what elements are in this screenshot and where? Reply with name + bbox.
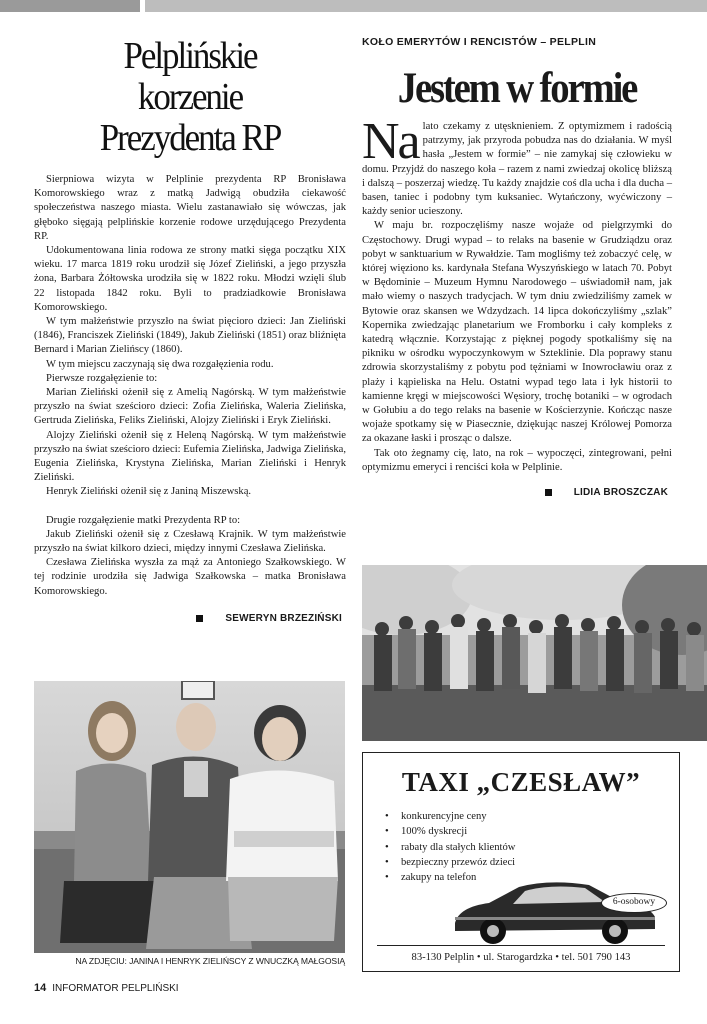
paragraph: Czesława Zielińska wyszła za mąż za Antoniego Szałkowskiego. W tej rodzinie urodziła się Jadwiga Szałkowska – matka Bronisława Komorowskiego. [34,557,346,597]
seats-badge: 6-osobowy [601,893,667,913]
group-photo-image [362,565,707,741]
group-photo [362,565,707,741]
list-item: • bezpieczny przewóz dzieci [385,855,515,870]
list-item: • 100% dyskrecji [385,824,515,839]
headline-line-2: korzenie [137,76,243,118]
advert-features [385,809,515,885]
advert-contact: 83-130 Pelplin • ul. Starogardzka • tel. 501 790 143 [377,945,665,963]
family-photo [34,681,345,953]
paragraph: Drugie rozgałęzienie matki Prezydenta RP to: [46,514,241,526]
paragraph: W tym miejscu zaczynają się dwa rozgałęzienia rodu. [46,358,274,370]
headline-line-1: Pelplińskie [123,35,257,77]
byline-square-icon [545,489,552,496]
paragraph: Tak oto żegnamy cię, lato, na rok – wypoczęci, zintegrowani, pełni optymizmu emeryci i renciści koła w Pelplinie. [362,447,672,473]
headline-line-3: Prezydenta RP [99,117,281,159]
advert-title: TAXI „CZESŁAW” [401,767,641,797]
list-item: • zakupy na telefon [385,870,515,885]
right-headline: Jestem w formie [397,65,637,112]
photo-caption: NA ZDJĘCIU: JANINA I HENRYK ZIELIŃSCY Z WNUCZKĄ MAŁGOSIĄ [75,956,345,966]
paragraph: Henryk Zieliński ożenił się z Janiną Miszewską. [46,486,252,498]
paragraph: W maju br. rozpoczęliśmy nasze wojaże od pielgrzymki do Częstochowy. Drugi wypad – to relaks na basenie w Grudziądzu oraz pobyt w sanktuarium w Rywałdzie. Tam mogliśmy też zobaczyć celę, w której więziono ks. kardynała Stefana Wyszyńskiego w latach 70. Pobyt w Będominie – Muzeum Hymnu Narodowego – uświadomił nam, jak mało wiemy o naszych tradycjach. W tym dniu zwiedziliśmy zamek w Bytowie oraz skansen we Wdzydzach. 14 lipca dokończyliśmy „szlak” Kopernika zwiedzając planetarium we Fromborku i cały kompleks z katedrą włącznie. Korzystając z pięknej pogody spotkaliśmy się na pikniku w ośrodku wypoczynkowym w Szteklinie. Dla poprawy stanu zdrowia skorzystaliśmy z pobytu pod tężniami w Inowrocławiu oraz z plaży i kąpieliska na Helu. Ostatni wypad tego lata i łyk historii to kamienne kręgi w miejscowości Węsiory, trochę botaniki – w ogrodach w Gołubiu a do tego relaks na basenie w Kościerzynie. Kończąc nasze wojaże spotkamy się w Piasecznie, dziękując naszej Królowej Pomorza za okazane łaski i prosząc o dalsze. [362,220,672,445]
family-photo-image [34,681,345,953]
right-article [362,36,672,498]
paragraph: Alojzy Zieliński ożenił się z Heleną Nagórską. W tym małżeństwie przyszło na świat sześcioro dzieci: Eufemia Zielińska, Jadwiga Zielińska, Eugenia Zielińska, Krystyna Zielińska, Marian Zieliński i Henryk Zieliński. [34,429,346,484]
right-author: LIDIA BROSZCZAK [573,487,668,499]
paragraph: lato czekamy z utęsknieniem. Z optymizmem i radością patrzymy, jak przyroda pobudza nas do działania. W myśl hasła „Jestem w formie” – nie zamykaj się człowieku w domu. Przyjdź do naszego koła – razem z nami zwiedzaj okolicę bliższą i dalszą – poszerzaj wiedzę. Tu każdy znajdzie coś dla ucha i dla ducha – basen, taniec i podobny tym kuksaniec. Wytańczony, wyćwiczony – każdy senior ucieszony. [362,121,672,218]
paragraph: Pierwsze rozgałęzienie to: [46,372,158,384]
top-bar-right [145,0,707,12]
right-byline [362,487,668,498]
list-item: • rabaty dla stałych klientów [385,840,515,855]
paragraph: Marian Zieliński ożenił się z Amelią Nagórską. W tym małżeństwie przyszło na świat sześcioro dzieci: Zofia Zielińska, Waleria Zielińska, Gertruda Zielińska, Feliks Zieliński, Alojzy Zieliński i Eryk Zieliński. [34,387,346,427]
left-author: SEWERYN BRZEZIŃSKI [225,612,342,624]
left-article [34,36,346,624]
left-headline [46,36,333,159]
page-footer [34,982,179,994]
page-number: 14 [34,982,47,994]
top-bar-left [0,0,140,12]
byline-square-icon [196,615,203,622]
left-body [34,173,346,599]
list-item: • konkurencyjne ceny [385,809,515,824]
left-byline [34,613,342,624]
paragraph: Udokumentowana linia rodowa ze strony matki sięga początku XIX wieku. 17 marca 1819 roku urodził się Józef Zieliński, a jego przyszła żona, Barbara Żółtowska urodziła się w 1822 roku. Młodzi wzięli ślub 22 listopada 1842 roku. Byli to pradziadkowie Bronisława Komorowskiego. [34,245,346,313]
section-label: KOŁO EMERYTÓW I RENCISTÓW – PELPLIN [362,36,597,48]
paragraph: Sierpniowa wizyta w Pelplinie prezydenta RP Bronisława Komorowskiego wraz z matką Jadwigą obudziła ciekawość społeczeństwa naszego miasta. Wielu zastanawiało się wówczas, jak głęboko sięgają pelplińskie korzenie rodowe urzędującego Prezydenta RP. [34,174,346,242]
taxi-advert [362,752,680,972]
paragraph: Jakub Zieliński ożenił się z Czesławą Krajnik. W tym małżeństwie przyszło na świat kilkoro dzieci, między innymi Czesława Zielińska. [34,528,346,555]
right-body [362,113,672,475]
publication-name: INFORMATOR PELPLIŃSKI [52,983,179,994]
drop-cap: Na [362,113,419,170]
paragraph: W tym małżeństwie przyszło na świat pięcioro dzieci: Jan Zieliński (1846), Franciszek Zieliński (1849), Jakub Zieliński (1851) oraz bliźnięta Bernard i Marian Zielińscy (1860). [34,316,346,356]
